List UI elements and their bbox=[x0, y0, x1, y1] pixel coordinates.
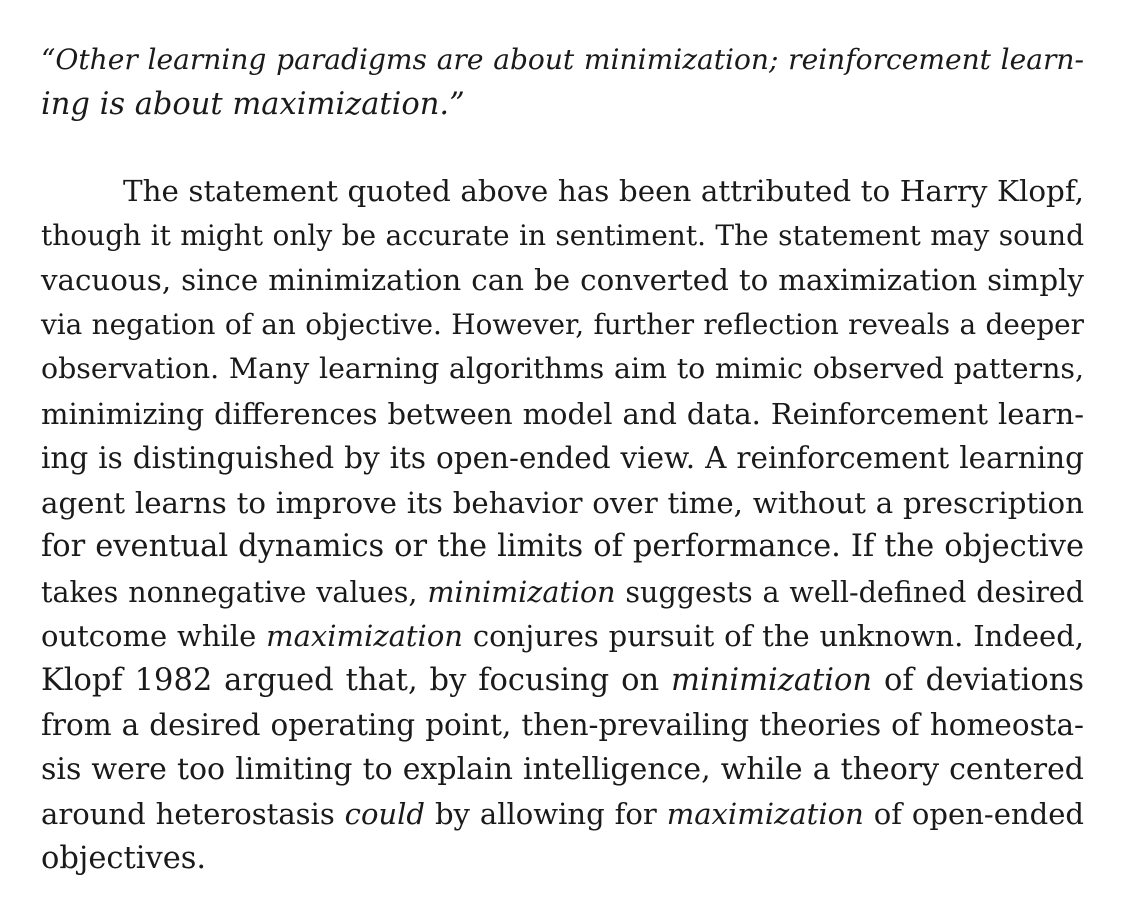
text-run: outcome while bbox=[41, 619, 257, 653]
paragraph-line: vacuous, since minimization can be converted to maximization simply bbox=[41, 263, 1084, 297]
text-run: around heterostasis bbox=[41, 797, 335, 831]
paragraph-line bbox=[41, 792, 1084, 837]
quote-line: “Other learning paradigms are about minimization; reinforcement learn- bbox=[41, 43, 1084, 76]
emphasis-text: maximization bbox=[666, 797, 864, 831]
spacer bbox=[41, 127, 1084, 169]
quote-line: ing is about maximization.” bbox=[41, 86, 465, 122]
paragraph-line: minimizing differences between model and data. Reinforcement learn- bbox=[41, 396, 1084, 431]
paragraph-line: observation. Many learning algorithms aim to mimic observed patterns, bbox=[41, 352, 1084, 385]
paragraph-line: agent learns to improve its behavior over time, without a prescription bbox=[41, 485, 1084, 520]
emphasis-text: maximization bbox=[266, 619, 463, 653]
paragraph-line: sis were too limiting to explain intelligence, while a theory centered bbox=[41, 751, 1084, 787]
paragraph-line bbox=[41, 659, 1084, 704]
paragraph-line bbox=[41, 570, 1084, 615]
paragraph-line: for eventual dynamics or the limits of performance. If the objective bbox=[41, 529, 1084, 564]
paragraph-line: via negation of an objective. However, further reflection reveals a deeper bbox=[41, 307, 1084, 341]
paragraph-line: ing is distinguished by its open-ended view. A reinforcement learning bbox=[41, 441, 1084, 475]
emphasis-text: minimization bbox=[427, 574, 616, 609]
text-run: suggests a well-defined desired bbox=[625, 574, 1085, 609]
paragraph-line: from a desired operating point, then-prevailing theories of homeosta- bbox=[41, 708, 1084, 742]
text-run: conjures pursuit of the unknown. Indeed, bbox=[472, 619, 1084, 653]
text-run: of open-ended bbox=[873, 797, 1084, 831]
paragraph-line-text: The statement quoted above has been attributed to Harry Klopf, bbox=[123, 174, 1084, 208]
epigraph-quote bbox=[41, 38, 1084, 127]
body-paragraph bbox=[41, 169, 1084, 881]
emphasis-text: could bbox=[344, 797, 426, 831]
text-run: by allowing for bbox=[434, 797, 657, 831]
paragraph-line bbox=[41, 614, 1084, 659]
emphasis-text: minimization bbox=[671, 662, 873, 698]
text-run: Klopf 1982 argued that, by focusing on bbox=[41, 662, 660, 698]
paragraph-line: objectives. bbox=[41, 840, 207, 876]
text-run: of deviations bbox=[884, 662, 1084, 698]
paragraph-line: though it might only be accurate in sentiment. The statement may sound bbox=[41, 218, 1084, 252]
text-run: takes nonnegative values, bbox=[41, 574, 418, 609]
paragraph-line bbox=[41, 169, 1084, 214]
document-page bbox=[41, 38, 1084, 881]
